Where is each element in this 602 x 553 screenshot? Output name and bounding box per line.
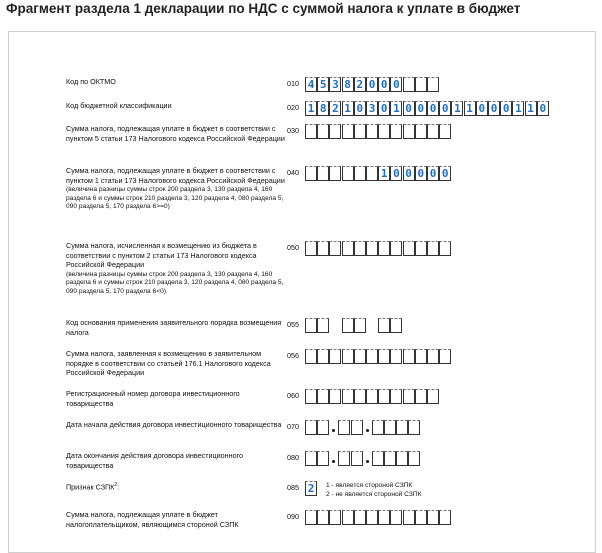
char-cell[interactable]: 0 [427,166,439,181]
char-cell[interactable]: 0 [476,101,488,116]
char-cell[interactable] [378,349,390,364]
row-label: Дата начала действия договора инвестиционного товарищества [66,420,282,429]
char-cell[interactable] [403,77,415,92]
char-cell[interactable] [342,389,354,404]
char-cell[interactable] [366,124,378,139]
char-cell[interactable] [351,420,363,435]
row-label: Код бюджетной классификации [66,101,172,110]
row-label [66,481,286,492]
char-cell[interactable] [415,389,427,404]
row-label: Сумма налога, подлежащая уплате в бюджет налогоплательщиком, являющимся стороной СЗПК [66,510,239,529]
char-cell[interactable] [384,451,396,466]
row-label [66,241,286,296]
char-cell[interactable] [415,510,427,525]
char-cell[interactable]: 0 [390,77,402,92]
char-cell[interactable] [329,349,341,364]
char-cell[interactable]: 1 [464,101,476,116]
char-cell[interactable]: 2 [305,481,317,496]
char-cell[interactable]: 0 [403,166,415,181]
row-code: 050 [287,243,299,252]
char-cell[interactable] [390,124,402,139]
char-cell[interactable] [317,166,329,181]
char-cell[interactable] [390,349,402,364]
char-cell[interactable] [403,124,415,139]
char-cell[interactable] [415,349,427,364]
row-label-text: Сумма налога, исчисленная к возмещению из бюджета в соответствии с пунктом 2 статьи 173 Налогового кодекса Российской Федерации [66,241,257,270]
char-cell[interactable] [342,318,354,333]
char-cell[interactable]: 1 [451,101,463,116]
char-cell[interactable]: 0 [378,77,390,92]
char-cell[interactable] [317,420,329,435]
char-cell[interactable]: 1 [378,166,390,181]
char-cell[interactable] [378,318,390,333]
char-cell[interactable]: 2 [329,101,341,116]
row-code: 020 [287,103,299,112]
char-cell[interactable] [305,166,317,181]
char-cell[interactable] [403,241,415,256]
footnote-mark: 2 [114,482,118,488]
char-cell[interactable]: 2 [354,77,366,92]
char-cell[interactable] [342,124,354,139]
char-cell[interactable] [390,318,402,333]
char-cell[interactable] [342,510,354,525]
char-cell[interactable] [378,510,390,525]
char-cell[interactable]: 8 [317,101,329,116]
char-cell[interactable] [439,510,451,525]
char-cell[interactable] [342,349,354,364]
char-cell[interactable] [317,510,329,525]
char-cell[interactable]: 5 [317,77,329,92]
row-label: Сумма налога, заявленная к возмещению в заявительном порядке в соответствии со статьей 176.1 Налогового кодекса Российской Федерации [66,349,271,378]
char-cell[interactable] [378,241,390,256]
char-cell[interactable]: 1 [305,101,317,116]
char-cell[interactable] [317,241,329,256]
char-cell[interactable] [427,77,439,92]
char-cell[interactable] [427,241,439,256]
row-code: 056 [287,351,299,360]
char-cell[interactable] [305,349,317,364]
row-label: Дата окончания действия договора инвестиционного товарищества [66,451,244,470]
char-cell[interactable]: 3 [329,77,341,92]
char-cell[interactable] [408,451,420,466]
char-cell[interactable] [427,389,439,404]
char-cell[interactable] [427,124,439,139]
char-cell[interactable]: 0 [403,101,415,116]
row-code: 080 [287,453,299,462]
char-cell[interactable] [329,389,341,404]
row-code: 090 [287,512,299,521]
char-cell[interactable]: 0 [366,77,378,92]
row-code: 010 [287,79,299,88]
row-label: Сумма налога, подлежащая уплате в бюджет в соответствии с пунктом 5 статьи 173 Налогового кодекса Российской Федерации [66,124,285,143]
char-cell[interactable] [354,124,366,139]
char-cell[interactable] [338,420,350,435]
char-cell[interactable] [305,124,317,139]
char-cell[interactable] [415,124,427,139]
char-cell[interactable]: 1 [342,101,354,116]
char-cell[interactable]: 0 [439,166,451,181]
char-cell[interactable] [329,510,341,525]
char-cell[interactable] [305,241,317,256]
char-cell[interactable] [305,510,317,525]
char-cell[interactable] [384,420,396,435]
char-cell[interactable] [305,420,317,435]
char-cell[interactable] [305,318,317,333]
char-cell[interactable] [366,241,378,256]
page-title: Фрагмент раздела 1 декларации по НДС с суммой налога к уплате в бюджет [6,1,521,16]
char-cell[interactable]: 3 [366,101,378,116]
char-cell[interactable]: 1 [525,101,537,116]
char-cell[interactable] [338,451,350,466]
char-cell[interactable]: 1 [512,101,524,116]
char-cell[interactable]: 4 [305,77,317,92]
char-cell[interactable] [305,451,317,466]
char-cell[interactable] [390,510,402,525]
char-cell[interactable]: 8 [342,77,354,92]
szpk-option-1: 1 - является стороной СЗПК [326,482,413,489]
char-cell[interactable] [408,420,420,435]
char-cell[interactable] [378,124,390,139]
date-separator-dot [332,429,335,432]
char-cell[interactable] [403,510,415,525]
char-cell[interactable] [354,389,366,404]
char-cell[interactable] [329,241,341,256]
label-suffix: : [117,482,120,492]
char-cell[interactable] [403,389,415,404]
char-cell[interactable] [317,349,329,364]
char-cell[interactable] [354,349,366,364]
char-cell[interactable] [366,166,378,181]
row-code: 040 [287,168,299,177]
char-cell[interactable] [354,318,366,333]
char-cell[interactable] [351,451,363,466]
char-cell[interactable] [329,124,341,139]
date-separator-dot [366,460,369,463]
char-cell[interactable] [427,349,439,364]
row-code: 060 [287,391,299,400]
char-cell[interactable] [427,510,439,525]
char-cell[interactable] [305,389,317,404]
row-code: 085 [287,483,299,492]
char-cell[interactable]: 0 [390,166,402,181]
char-cell[interactable] [354,166,366,181]
char-cell[interactable]: 0 [415,101,427,116]
char-cell[interactable] [342,166,354,181]
char-cell[interactable] [317,318,329,333]
char-cell[interactable] [415,241,427,256]
row-label: Регистрационный номер договора инвестиционного товарищества [66,389,240,408]
row-label: Код по ОКТМО [66,77,116,86]
row-note: (величина разницы суммы строк 200 раздела 3, 130 раздела 4, 160 раздела 6 и суммы строк 210 раздела 3, 120 раздела 4, 080 раздела 5, 090 раздела 5, 170 раздела 6<0) [66,270,284,295]
char-cell[interactable]: 0 [488,101,500,116]
char-cell[interactable] [378,389,390,404]
date-separator-dot [366,429,369,432]
char-cell[interactable]: 0 [354,101,366,116]
char-cell[interactable] [317,389,329,404]
char-cell[interactable] [354,241,366,256]
char-cell[interactable] [415,77,427,92]
char-cell[interactable] [396,451,408,466]
row-label-text: Сумма налога, подлежащая уплате в бюджет в соответствии с пунктом 1 статьи 173 Налогового кодекса Российской Федерации [66,166,285,185]
row-code: 055 [287,320,299,329]
char-cell[interactable] [354,510,366,525]
char-cell[interactable] [366,349,378,364]
row-code: 030 [287,126,299,135]
char-cell[interactable] [366,389,378,404]
row-label [66,166,286,211]
char-cell[interactable]: 0 [427,101,439,116]
row-note: (величина разницы суммы строк 200 раздела 3, 130 раздела 4, 160 раздела 6 и суммы строк 210 раздела 3, 120 раздела 4, 080 раздела 5, 090 раздела 5, 170 раздела 6>=0) [66,186,284,210]
char-cell[interactable] [390,389,402,404]
szpk-option-2: 2 - не является стороной СЗПК [326,491,422,498]
char-cell[interactable] [403,349,415,364]
char-cell[interactable]: 0 [500,101,512,116]
char-cell[interactable]: 0 [439,101,451,116]
row-label: Код основания применения заявительного порядка возмещения налога [66,318,282,337]
char-cell[interactable] [390,241,402,256]
char-cell[interactable] [342,241,354,256]
char-cell[interactable] [372,451,384,466]
char-cell[interactable] [439,124,451,139]
szpk-options [326,481,421,499]
char-cell[interactable]: 0 [378,101,390,116]
char-cell[interactable] [366,510,378,525]
char-cell[interactable]: 1 [390,101,402,116]
date-separator-dot [332,460,335,463]
char-cell[interactable]: 0 [537,101,549,116]
char-cell[interactable] [396,420,408,435]
char-cell[interactable] [439,241,451,256]
declaration-form [8,31,596,553]
char-cell[interactable] [439,349,451,364]
char-cell[interactable] [317,451,329,466]
char-cell[interactable] [317,124,329,139]
row-code: 070 [287,422,299,431]
row-label-text: Признак СЗПК [66,482,115,492]
char-cell[interactable] [329,166,341,181]
char-cell[interactable] [372,420,384,435]
char-cell[interactable]: 0 [415,166,427,181]
